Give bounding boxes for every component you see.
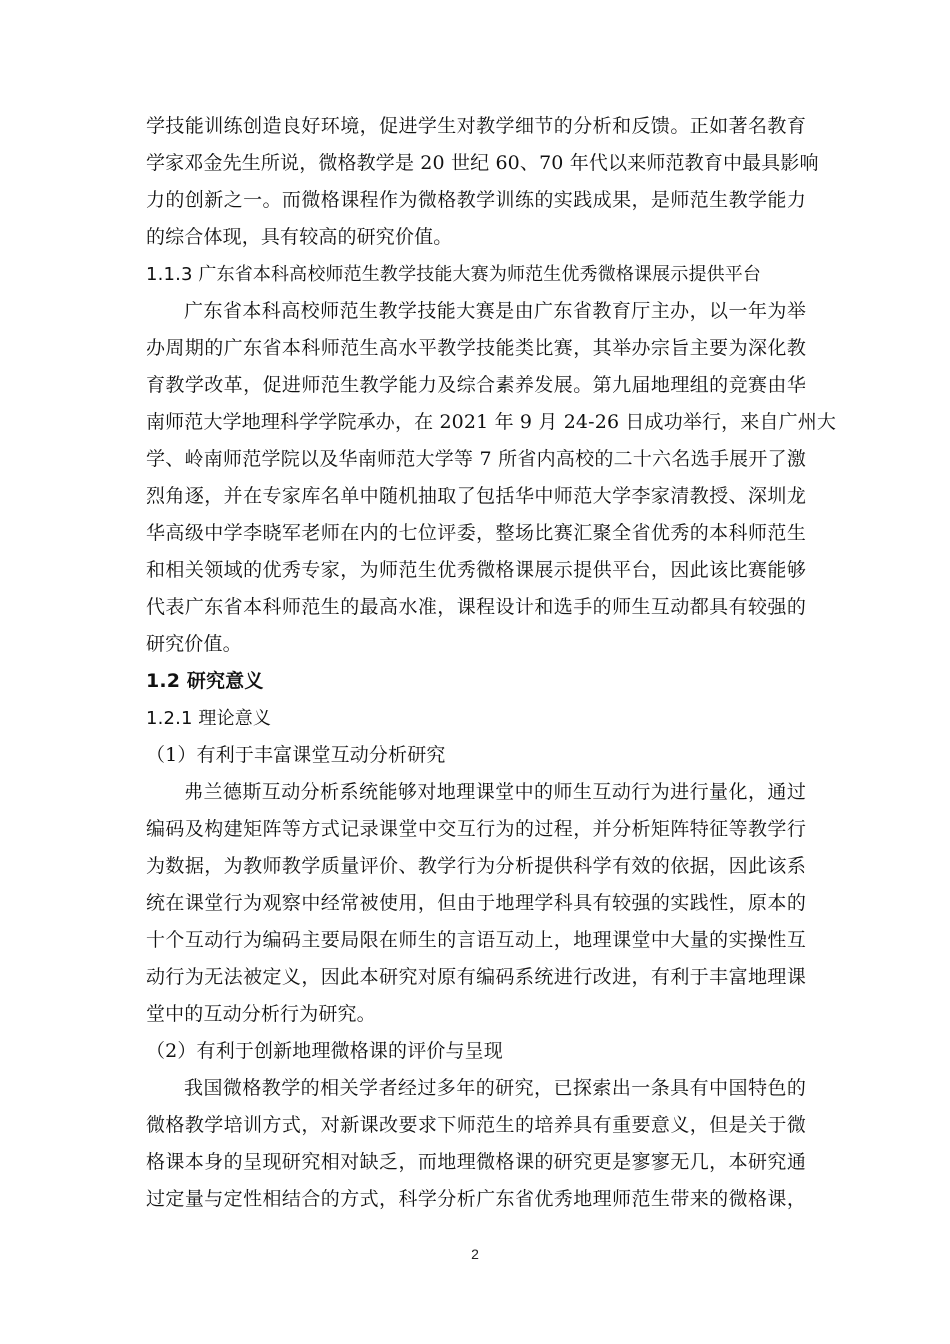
text-line: 动行为无法被定义，因此本研究对原有编码系统进行改进，有利于丰富地理课 bbox=[146, 966, 806, 988]
text-line: 华高级中学李晓军老师在内的七位评委，整场比赛汇聚全省优秀的本科师范生 bbox=[146, 522, 806, 544]
subheading-interaction-analysis: （1）有利于丰富课堂互动分析研究 bbox=[146, 744, 446, 766]
text-line: 和相关领域的优秀专家，为师范生优秀微格课展示提供平台，因此该比赛能够 bbox=[146, 559, 806, 581]
text-line: 弗兰德斯互动分析系统能够对地理课堂中的师生互动行为进行量化，通过 bbox=[184, 781, 806, 803]
text-line: 的综合体现，具有较高的研究价值。 bbox=[146, 226, 453, 248]
text-line: 编码及构建矩阵等方式记录课堂中交互行为的过程，并分析矩阵特征等教学行 bbox=[146, 818, 806, 840]
text-line: 微格教学培训方式，对新课改要求下师范生的培养具有重要意义，但是关于微 bbox=[146, 1114, 806, 1136]
text-line: 力的创新之一。而微格课程作为微格教学训练的实践成果，是师范生教学能力 bbox=[146, 189, 806, 211]
text-line: 代表广东省本科师范生的最高水准，课程设计和选手的师生互动都具有较强的 bbox=[146, 596, 806, 618]
page-number: 2 bbox=[471, 1246, 479, 1262]
paragraph-continuation bbox=[146, 108, 819, 256]
text-line: 研究价值。 bbox=[146, 633, 242, 655]
text-line: 广东省本科高校师范生教学技能大赛是由广东省教育厅主办，以一年为举 bbox=[184, 300, 806, 322]
text-line: 南师范大学地理科学学院承办，在 2021 年 9 月 24-26 日成功举行，来自广州大 bbox=[146, 411, 837, 433]
text-line: 十个互动行为编码主要局限在师生的言语互动上，地理课堂中大量的实操性互 bbox=[146, 929, 806, 951]
text-line: 学技能训练创造良好环境，促进学生对教学细节的分析和反馈。正如著名教育 bbox=[146, 115, 806, 137]
text-line: 学家邓金先生所说，微格教学是 20 世纪 60、70 年代以来师范教育中最具影响 bbox=[146, 152, 819, 174]
text-line: 办周期的广东省本科师范生高水平教学技能类比赛，其举办宗旨主要为深化教 bbox=[146, 337, 806, 359]
text-line: 烈角逐，并在专家库名单中随机抽取了包括华中师范大学李家清教授、深圳龙 bbox=[146, 485, 806, 507]
text-line: 格课本身的呈现研究相对缺乏，而地理微格课的研究更是寥寥无几，本研究通 bbox=[146, 1151, 806, 1173]
text-line: 过定量与定性相结合的方式，科学分析广东省优秀地理师范生带来的微格课， bbox=[146, 1188, 806, 1210]
text-line: 育教学改革，促进师范生教学能力及综合素养发展。第九届地理组的竞赛由华 bbox=[146, 374, 806, 396]
subheading-microteaching-evaluation: （2）有利于创新地理微格课的评价与呈现 bbox=[146, 1040, 503, 1062]
section-heading-1-2: 1.2 研究意义 bbox=[146, 670, 264, 692]
text-line: 统在课堂行为观察中经常被使用，但由于地理学科具有较强的实践性，原本的 bbox=[146, 892, 806, 914]
section-heading-1-2-1: 1.2.1 理论意义 bbox=[146, 708, 272, 729]
text-line: 堂中的互动分析行为研究。 bbox=[146, 1003, 376, 1025]
paragraph-competition bbox=[146, 293, 837, 663]
text-line: 学、岭南师范学院以及华南师范大学等 7 所省内高校的二十六名选手展开了激 bbox=[146, 448, 806, 470]
text-line: 我国微格教学的相关学者经过多年的研究，已探索出一条具有中国特色的 bbox=[184, 1077, 806, 1099]
paragraph-microteaching bbox=[146, 1070, 806, 1218]
document-page bbox=[146, 108, 837, 1218]
paragraph-flanders bbox=[146, 774, 806, 1033]
section-heading-1-1-3: 1.1.3 广东省本科高校师范生教学技能大赛为师范生优秀微格课展示提供平台 bbox=[146, 264, 762, 285]
text-line: 为数据，为教师教学质量评价、教学行为分析提供科学有效的依据，因此该系 bbox=[146, 855, 806, 877]
